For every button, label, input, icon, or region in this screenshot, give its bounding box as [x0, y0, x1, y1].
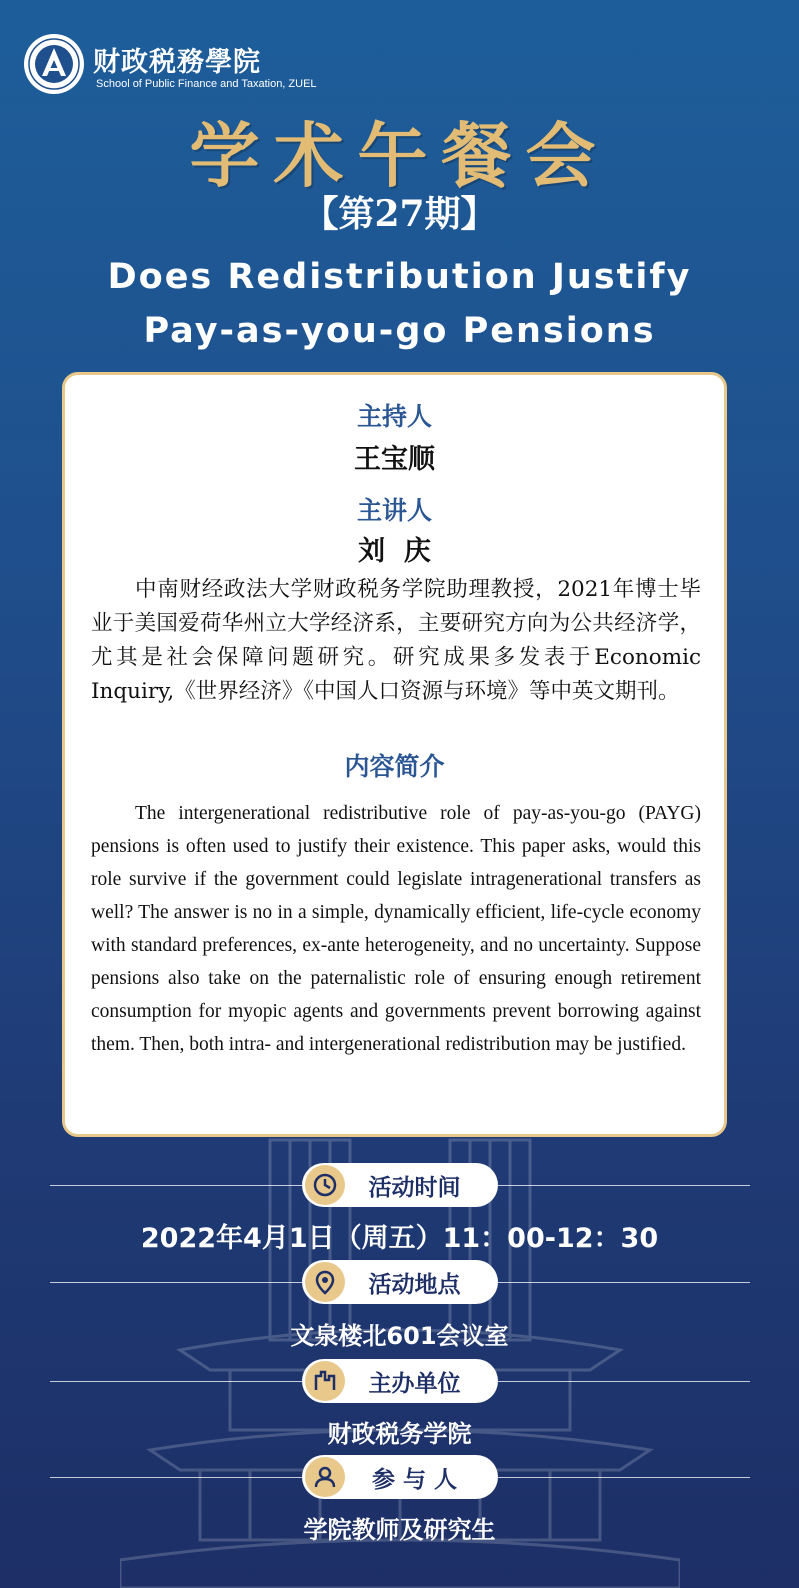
speaker-label: 主讲人	[356, 496, 432, 525]
audience-label: 参 与 人	[371, 1466, 457, 1493]
time-value: 2022年4月1日（周五）11：00-12：30	[140, 1223, 659, 1254]
organizer-label: 主办单位	[368, 1370, 461, 1397]
talk-title-line1: Does Redistribution Justify	[107, 257, 692, 297]
time-label: 活动时间	[368, 1174, 461, 1201]
host-name: 王宝顺	[354, 444, 435, 475]
time-pill	[302, 1163, 498, 1207]
logo-english-name: School of Public Finance and Taxation, ZUEL	[96, 78, 317, 90]
abstract-text: The intergenerational redistributive role of pay-as-you-go (PAYG) pensions is often used to justify their existence. This paper asks, would this role survive if the government could legislate intragenerational transfers as well? The answer is no in a simple, dynamically efficient, life-cycle economy with standard preferences, ex-ante heterogeneity, and no uncertainty. Suppose pensions also take on the paternalistic role of ensuring enough retirement consumption for myopic agents and governments prevent borrowing against them. Then, both intra- and intergenerational redistribution may be justified.	[91, 803, 701, 1055]
logo-chinese-name: 财政税務學院	[93, 47, 261, 78]
place-pill	[302, 1260, 498, 1304]
audience-value: 学院教师及研究生	[303, 1516, 496, 1544]
talk-title	[60, 250, 739, 358]
issue-number: 【第27期】	[302, 193, 497, 235]
speaker-name: 刘 庆	[358, 536, 431, 567]
audience-pill	[302, 1455, 498, 1499]
person-icon	[305, 1457, 345, 1497]
details-card	[62, 372, 727, 1137]
place-value: 文泉楼北601会议室	[290, 1322, 509, 1350]
abstract-label: 内容简介	[344, 752, 445, 781]
talk-title-line2: Pay-as-you-go Pensions	[143, 311, 656, 351]
host-label: 主持人	[356, 402, 432, 431]
university-emblem-icon	[22, 32, 86, 96]
event-series-title: 学术午餐会	[189, 114, 610, 197]
organizer-pill	[302, 1359, 498, 1403]
speaker-bio: 中南财经政法大学财政税务学院助理教授，2021年博士毕业于美国爱荷华州立大学经济系，主要研究方向为公共经济学，尤其是社会保障问题研究。研究成果多发表于Economic Inquiry,《世界经济》《中国人口资源与环境》等中英文期刊。	[91, 577, 701, 704]
place-label: 活动地点	[368, 1271, 461, 1298]
location-pin-icon	[305, 1262, 345, 1302]
clock-icon	[305, 1165, 345, 1205]
organizer-value: 财政税务学院	[327, 1420, 472, 1448]
building-icon	[305, 1361, 345, 1401]
